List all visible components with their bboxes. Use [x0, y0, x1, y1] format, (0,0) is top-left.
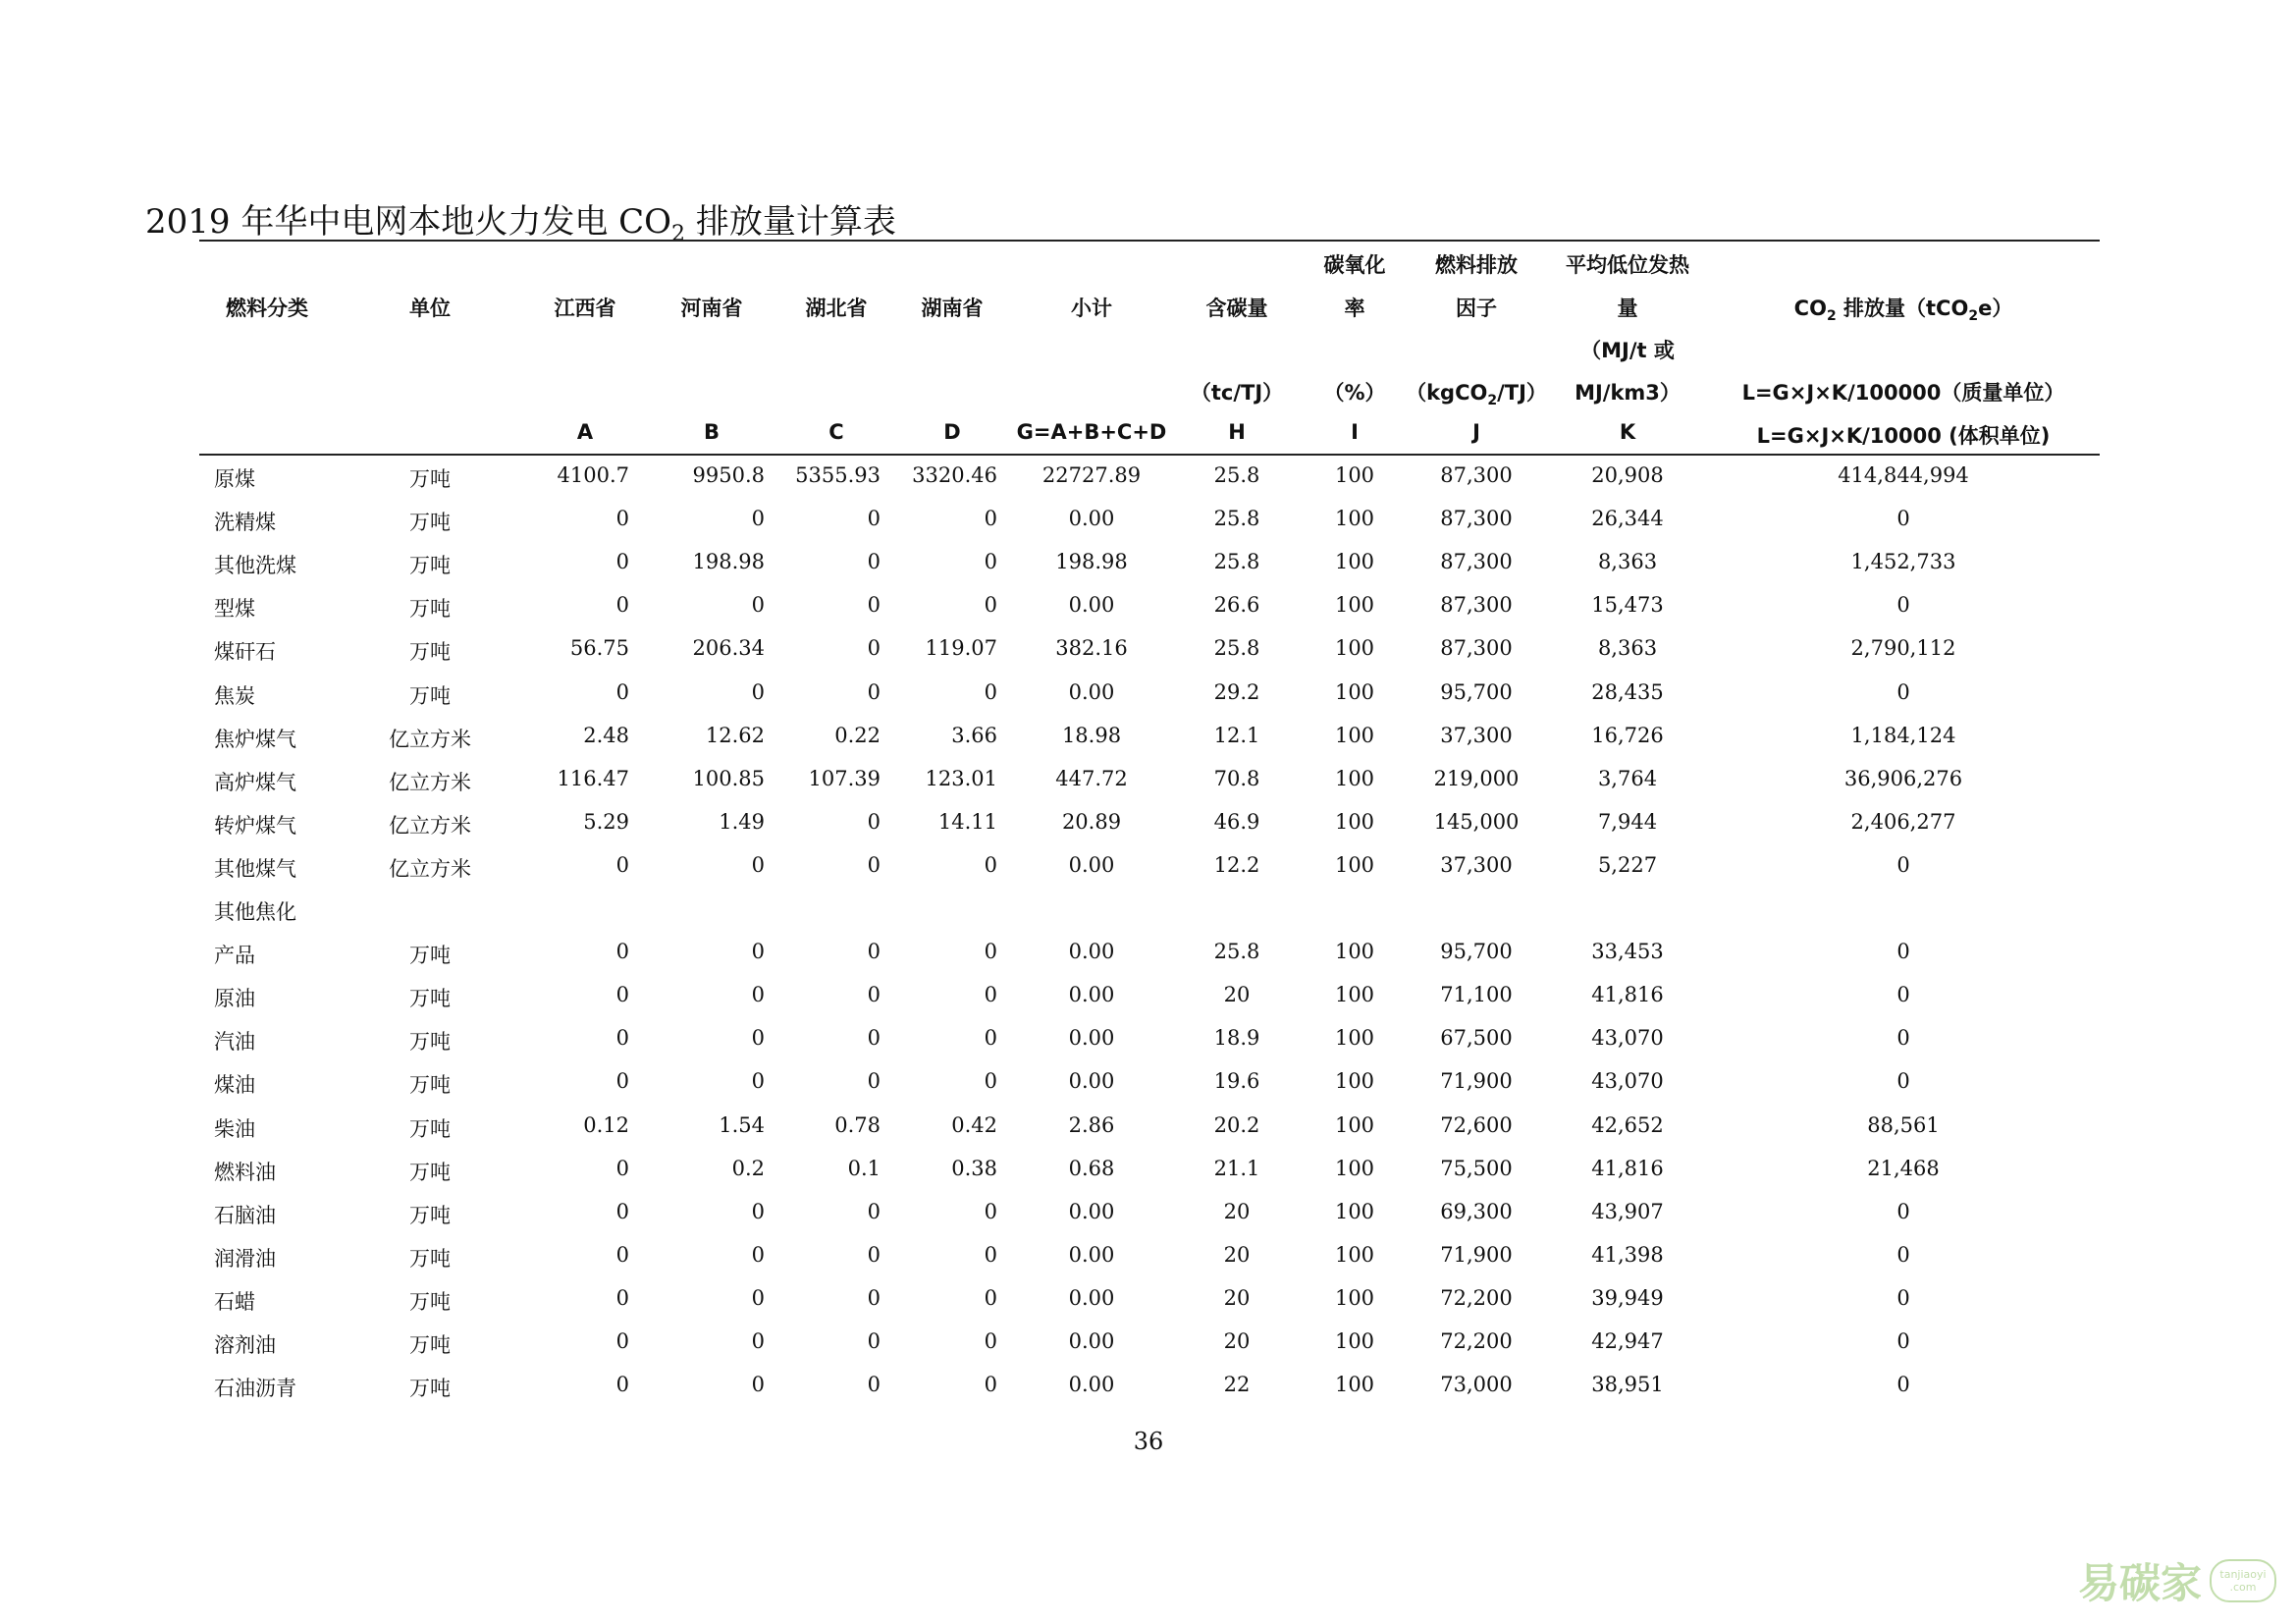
cell-unit: 万吨: [409, 944, 451, 967]
cell-i: 100: [1334, 636, 1375, 660]
cell-h: 20: [1223, 983, 1251, 1006]
cell-b: 0: [751, 507, 765, 530]
header-letter-b: B: [703, 420, 721, 444]
cell-j: 37,300: [1440, 724, 1513, 747]
cell-d: 0: [984, 1329, 997, 1353]
cell-i: 100: [1334, 853, 1375, 877]
cell-a: 0: [615, 1200, 629, 1223]
cell-h: 25.8: [1213, 550, 1260, 573]
cell-a: 0: [615, 1026, 629, 1050]
header-jiangxi: 江西省: [554, 297, 616, 320]
cell-b: 198.98: [692, 550, 765, 573]
cell-a: 0: [615, 550, 629, 573]
cell-h: 12.2: [1213, 853, 1260, 877]
cell-j: 87,300: [1440, 550, 1513, 573]
cell-g: 0.00: [1068, 593, 1115, 617]
cell-b: 1.49: [719, 810, 765, 834]
cell-a: 116.47: [557, 767, 629, 790]
cell-h: 12.1: [1213, 724, 1260, 747]
cell-i: 100: [1334, 1200, 1375, 1223]
watermark-badge-top: tanjiaoyi: [2219, 1568, 2267, 1581]
header-letter-a: A: [576, 420, 594, 444]
cell-name: 润滑油: [214, 1247, 276, 1271]
cell-l: 21,468: [1867, 1157, 1940, 1180]
cell-k: 42,652: [1591, 1113, 1664, 1137]
cell-i: 100: [1334, 680, 1375, 704]
cell-j: 37,300: [1440, 853, 1513, 877]
cell-j: 72,200: [1440, 1329, 1513, 1353]
header-oxidation-unit: （%）: [1323, 381, 1386, 405]
cell-c: 0.1: [847, 1157, 881, 1180]
cell-name: 其他洗煤: [214, 554, 296, 577]
cell-b: 0: [751, 940, 765, 963]
cell-g: 18.98: [1061, 724, 1122, 747]
cell-c: 0.78: [834, 1113, 881, 1137]
cell-a: 0: [615, 940, 629, 963]
cell-name: 石脑油: [214, 1204, 276, 1227]
cell-h: 22: [1223, 1373, 1251, 1396]
cell-i: 100: [1334, 1373, 1375, 1396]
cell-k: 41,816: [1591, 1157, 1664, 1180]
cell-l: 0: [1896, 593, 1910, 617]
cell-d: 0: [984, 507, 997, 530]
cell-b: 0: [751, 680, 765, 704]
cell-l: 1,452,733: [1850, 550, 1956, 573]
cell-c: 107.39: [808, 767, 881, 790]
cell-name: 其他煤气: [214, 857, 296, 881]
cell-k: 5,227: [1597, 853, 1658, 877]
cell-j: 72,600: [1440, 1113, 1513, 1137]
cell-g: 0.00: [1068, 680, 1115, 704]
cell-unit: 万吨: [409, 1073, 451, 1097]
cell-c: 0: [867, 680, 881, 704]
cell-k: 15,473: [1591, 593, 1664, 617]
cell-d: 119.07: [925, 636, 997, 660]
cell-unit: 万吨: [409, 1377, 451, 1400]
header-letter-d: D: [943, 420, 961, 444]
cell-h: 20: [1223, 1243, 1251, 1267]
header-carbon-content: 含碳量: [1205, 297, 1268, 320]
cell-name: 煤矸石: [214, 640, 276, 664]
header-ncv-line1: 平均低位发热: [1566, 253, 1689, 277]
cell-j: 87,300: [1440, 463, 1513, 487]
cell-unit: 万吨: [409, 1290, 451, 1314]
cell-j: 71,900: [1440, 1069, 1513, 1093]
cell-h: 25.8: [1213, 636, 1260, 660]
cell-b: 0.2: [731, 1157, 765, 1180]
cell-unit: 万吨: [409, 684, 451, 708]
cell-c: 0: [867, 507, 881, 530]
cell-c: 0: [867, 550, 881, 573]
cell-a: 0.12: [583, 1113, 629, 1137]
cell-l: 0: [1896, 1329, 1910, 1353]
cell-k: 38,951: [1591, 1373, 1664, 1396]
cell-k: 43,070: [1591, 1069, 1664, 1093]
cell-name: 柴油: [214, 1117, 255, 1141]
cell-a: 0: [615, 507, 629, 530]
cell-l: 2,790,112: [1850, 636, 1956, 660]
cell-i: 100: [1334, 1243, 1375, 1267]
cell-d: 0: [984, 1243, 997, 1267]
cell-name: 高炉煤气: [214, 771, 296, 794]
header-formula-volume: L=G×J×K/10000 (体积单位): [1756, 424, 2051, 448]
header-formula-mass: L=G×J×K/100000（质量单位）: [1741, 381, 2065, 405]
cell-l: 0: [1896, 1243, 1910, 1267]
cell-b: 0: [751, 1026, 765, 1050]
cell-j: 72,200: [1440, 1286, 1513, 1310]
cell-name: 原油: [214, 987, 255, 1010]
cell-l: 88,561: [1867, 1113, 1940, 1137]
cell-i: 100: [1334, 724, 1375, 747]
cell-a: 2.48: [583, 724, 629, 747]
header-oxidation-line1: 碳氧化: [1323, 253, 1386, 277]
cell-c: 0: [867, 1200, 881, 1223]
cell-c: 0: [867, 983, 881, 1006]
header-ncv-line3: （MJ/t 或: [1580, 339, 1675, 362]
cell-unit: 亿立方米: [389, 814, 471, 838]
cell-c: 0: [867, 940, 881, 963]
cell-i: 100: [1334, 507, 1375, 530]
cell-c: 0: [867, 636, 881, 660]
cell-b: 12.62: [705, 724, 765, 747]
header-oxidation-line2: 率: [1344, 297, 1365, 320]
cell-g: 447.72: [1055, 767, 1128, 790]
cell-j: 75,500: [1440, 1157, 1513, 1180]
cell-g: 0.00: [1068, 1069, 1115, 1093]
header-hubei: 湖北省: [805, 297, 868, 320]
cell-j: 73,000: [1440, 1373, 1513, 1396]
cell-k: 43,907: [1591, 1200, 1664, 1223]
table-top-rule: [199, 240, 2100, 242]
cell-unit: 万吨: [409, 597, 451, 621]
cell-j: 87,300: [1440, 593, 1513, 617]
cell-h: 20: [1223, 1329, 1251, 1353]
cell-g: 20.89: [1061, 810, 1122, 834]
cell-c: 0: [867, 1243, 881, 1267]
header-letter-h: H: [1228, 420, 1246, 444]
cell-l: 0: [1896, 680, 1910, 704]
cell-k: 8,363: [1597, 636, 1658, 660]
cell-b: 0: [751, 1286, 765, 1310]
header-letter-g: G=A+B+C+D: [1016, 420, 1167, 444]
cell-a: 0: [615, 680, 629, 704]
cell-d: 14.11: [937, 810, 997, 834]
cell-k: 7,944: [1597, 810, 1658, 834]
cell-j: 219,000: [1433, 767, 1520, 790]
cell-h: 46.9: [1213, 810, 1260, 834]
cell-d: 3320.46: [912, 463, 997, 487]
cell-a: 0: [615, 593, 629, 617]
cell-h: 25.8: [1213, 463, 1260, 487]
cell-i: 100: [1334, 940, 1375, 963]
header-letter-j: J: [1472, 420, 1480, 444]
cell-l: 0: [1896, 1286, 1910, 1310]
watermark-text: 易碳家: [2077, 1559, 2202, 1607]
cell-c: 0.22: [834, 724, 881, 747]
watermark-badge: [2210, 1559, 2276, 1602]
cell-g: 0.00: [1068, 940, 1115, 963]
cell-b: 0: [751, 1069, 765, 1093]
cell-name: 煤油: [214, 1073, 255, 1097]
cell-g: 0.00: [1068, 507, 1115, 530]
cell-i: 100: [1334, 767, 1375, 790]
cell-l: 0: [1896, 1026, 1910, 1050]
cell-i: 100: [1334, 1113, 1375, 1137]
cell-l: 0: [1896, 507, 1910, 530]
cell-unit: 万吨: [409, 1117, 451, 1141]
cell-l: 0: [1896, 1200, 1910, 1223]
cell-a: 0: [615, 1286, 629, 1310]
cell-c: 0: [867, 1373, 881, 1396]
cell-name: 溶剂油: [214, 1333, 276, 1357]
cell-g: 0.00: [1068, 1329, 1115, 1353]
cell-d: 0.42: [951, 1113, 997, 1137]
cell-name: 其他焦化: [214, 900, 296, 924]
cell-name: 转炉煤气: [214, 814, 296, 838]
cell-k: 20,908: [1591, 463, 1664, 487]
cell-b: 0: [751, 1243, 765, 1267]
header-factor-unit: （kgCO$_2$/TJ）: [1406, 381, 1547, 409]
cell-name: 石油沥青: [214, 1377, 296, 1400]
cell-c: 0: [867, 1069, 881, 1093]
cell-c: 0: [867, 1026, 881, 1050]
cell-k: 3,764: [1597, 767, 1658, 790]
cell-j: 69,300: [1440, 1200, 1513, 1223]
cell-i: 100: [1334, 1286, 1375, 1310]
cell-i: 100: [1334, 593, 1375, 617]
cell-i: 100: [1334, 1026, 1375, 1050]
cell-k: 26,344: [1591, 507, 1664, 530]
cell-d: 0: [984, 1069, 997, 1093]
header-ncv-line2: 量: [1617, 297, 1638, 320]
cell-g: 0.00: [1068, 1286, 1115, 1310]
cell-d: 0: [984, 940, 997, 963]
header-henan: 河南省: [680, 297, 743, 320]
cell-h: 20.2: [1213, 1113, 1260, 1137]
cell-i: 100: [1334, 463, 1375, 487]
cell-h: 20: [1223, 1200, 1251, 1223]
cell-b: 1.54: [719, 1113, 765, 1137]
header-hunan: 湖南省: [921, 297, 984, 320]
cell-h: 20: [1223, 1286, 1251, 1310]
cell-c: 0: [867, 810, 881, 834]
cell-g: 382.16: [1055, 636, 1128, 660]
cell-g: 198.98: [1055, 550, 1128, 573]
cell-g: 0.00: [1068, 983, 1115, 1006]
cell-c: 0: [867, 1329, 881, 1353]
watermark-logo: [2078, 1551, 2276, 1610]
cell-a: 0: [615, 1373, 629, 1396]
cell-a: 0: [615, 983, 629, 1006]
cell-name: 型煤: [214, 597, 255, 621]
cell-g: 0.00: [1068, 853, 1115, 877]
cell-b: 9950.8: [692, 463, 765, 487]
header-ncv-line4: MJ/km3）: [1575, 381, 1681, 405]
cell-j: 87,300: [1440, 507, 1513, 530]
cell-a: 4100.7: [557, 463, 629, 487]
cell-i: 100: [1334, 983, 1375, 1006]
cell-h: 19.6: [1213, 1069, 1260, 1093]
cell-d: 0: [984, 550, 997, 573]
cell-d: 0: [984, 593, 997, 617]
cell-l: 1,184,124: [1850, 724, 1956, 747]
cell-unit: 万吨: [409, 511, 451, 534]
cell-h: 25.8: [1213, 940, 1260, 963]
table-header-rule: [199, 454, 2100, 456]
cell-name: 焦炭: [214, 684, 255, 708]
cell-g: 0.00: [1068, 1026, 1115, 1050]
cell-k: 28,435: [1591, 680, 1664, 704]
cell-name: 石蜡: [214, 1290, 255, 1314]
cell-i: 100: [1334, 1157, 1375, 1180]
cell-d: 0.38: [951, 1157, 997, 1180]
cell-l: 0: [1896, 940, 1910, 963]
cell-l: 0: [1896, 853, 1910, 877]
cell-d: 0: [984, 853, 997, 877]
page-number: 36: [1133, 1428, 1164, 1455]
cell-name: 产品: [214, 944, 255, 967]
cell-g: 0.68: [1068, 1157, 1115, 1180]
cell-k: 39,949: [1591, 1286, 1664, 1310]
cell-k: 41,816: [1591, 983, 1664, 1006]
cell-a: 0: [615, 1243, 629, 1267]
cell-d: 0: [984, 1286, 997, 1310]
cell-k: 43,070: [1591, 1026, 1664, 1050]
cell-k: 16,726: [1591, 724, 1664, 747]
cell-l: 0: [1896, 1373, 1910, 1396]
header-letter-k: K: [1619, 420, 1636, 444]
cell-unit: 万吨: [409, 1247, 451, 1271]
cell-name: 洗精煤: [214, 511, 276, 534]
cell-b: 0: [751, 983, 765, 1006]
cell-name: 汽油: [214, 1030, 255, 1054]
cell-b: 0: [751, 1200, 765, 1223]
cell-l: 0: [1896, 983, 1910, 1006]
cell-name: 燃料油: [214, 1161, 276, 1184]
cell-c: 0: [867, 593, 881, 617]
cell-g: 0.00: [1068, 1200, 1115, 1223]
cell-b: 206.34: [692, 636, 765, 660]
cell-unit: 万吨: [409, 467, 451, 491]
cell-b: 0: [751, 593, 765, 617]
cell-a: 0: [615, 853, 629, 877]
cell-i: 100: [1334, 550, 1375, 573]
watermark-badge-bottom: .com: [2229, 1581, 2257, 1594]
cell-j: 67,500: [1440, 1026, 1513, 1050]
cell-d: 0: [984, 1200, 997, 1223]
cell-b: 0: [751, 1373, 765, 1396]
page-title: 2019 年华中电网本地火力发电 $CO_2$ 排放量计算表: [145, 202, 896, 246]
cell-unit: 亿立方米: [389, 857, 471, 881]
cell-b: 0: [751, 1329, 765, 1353]
cell-unit: 万吨: [409, 640, 451, 664]
cell-unit: 亿立方米: [389, 771, 471, 794]
cell-h: 29.2: [1213, 680, 1260, 704]
cell-g: 2.86: [1068, 1113, 1115, 1137]
cell-b: 100.85: [692, 767, 765, 790]
header-subtotal: 小计: [1071, 297, 1112, 320]
cell-d: 0: [984, 1026, 997, 1050]
cell-k: 41,398: [1591, 1243, 1664, 1267]
cell-j: 71,100: [1440, 983, 1513, 1006]
cell-unit: 万吨: [409, 554, 451, 577]
cell-unit: 万吨: [409, 1030, 451, 1054]
cell-i: 100: [1334, 810, 1375, 834]
cell-a: 0: [615, 1329, 629, 1353]
cell-h: 21.1: [1213, 1157, 1260, 1180]
cell-unit: 万吨: [409, 1333, 451, 1357]
cell-d: 123.01: [925, 767, 997, 790]
header-unit: 单位: [409, 297, 451, 320]
header-factor-line1: 燃料排放: [1435, 253, 1518, 277]
cell-j: 71,900: [1440, 1243, 1513, 1267]
cell-a: 5.29: [583, 810, 629, 834]
cell-unit: 万吨: [409, 1161, 451, 1184]
header-factor-line2: 因子: [1456, 297, 1497, 320]
cell-d: 3.66: [951, 724, 997, 747]
cell-j: 145,000: [1433, 810, 1520, 834]
cell-c: 5355.93: [795, 463, 881, 487]
cell-c: 0: [867, 853, 881, 877]
cell-d: 0: [984, 983, 997, 1006]
cell-k: 8,363: [1597, 550, 1658, 573]
cell-b: 0: [751, 853, 765, 877]
header-letter-c: C: [828, 420, 844, 444]
cell-j: 95,700: [1440, 680, 1513, 704]
cell-j: 95,700: [1440, 940, 1513, 963]
cell-l: 0: [1896, 1069, 1910, 1093]
cell-name: 原煤: [214, 467, 255, 491]
cell-unit: 亿立方米: [389, 728, 471, 751]
cell-l: 2,406,277: [1850, 810, 1956, 834]
cell-g: 0.00: [1068, 1373, 1115, 1396]
cell-a: 56.75: [569, 636, 629, 660]
cell-h: 18.9: [1213, 1026, 1260, 1050]
cell-l: 36,906,276: [1843, 767, 1963, 790]
header-fuel-category: 燃料分类: [226, 297, 308, 320]
header-carbon-unit: （tc/TJ）: [1190, 381, 1284, 405]
cell-a: 0: [615, 1069, 629, 1093]
cell-unit: 万吨: [409, 987, 451, 1010]
cell-i: 100: [1334, 1329, 1375, 1353]
cell-i: 100: [1334, 1069, 1375, 1093]
cell-j: 87,300: [1440, 636, 1513, 660]
cell-h: 25.8: [1213, 507, 1260, 530]
cell-g: 0.00: [1068, 1243, 1115, 1267]
cell-l: 414,844,994: [1838, 463, 1969, 487]
cell-d: 0: [984, 1373, 997, 1396]
header-co2-emission: $CO_2$ 排放量（tCO$_2$e）: [1793, 297, 2013, 325]
header-letter-i: I: [1351, 420, 1359, 444]
cell-a: 0: [615, 1157, 629, 1180]
cell-g: 22727.89: [1041, 463, 1142, 487]
cell-h: 70.8: [1213, 767, 1260, 790]
cell-h: 26.6: [1213, 593, 1260, 617]
cell-c: 0: [867, 1286, 881, 1310]
cell-k: 42,947: [1591, 1329, 1664, 1353]
cell-k: 33,453: [1591, 940, 1664, 963]
cell-unit: 万吨: [409, 1204, 451, 1227]
cell-name: 焦炉煤气: [214, 728, 296, 751]
cell-d: 0: [984, 680, 997, 704]
